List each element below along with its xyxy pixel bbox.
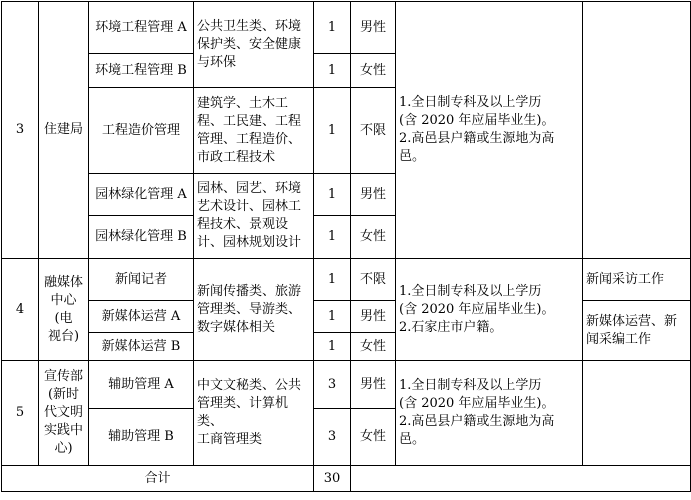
position-count: 1 <box>314 259 351 301</box>
gender-requirement: 男性 <box>351 2 396 54</box>
position-count: 1 <box>314 54 351 88</box>
gender-requirement: 不限 <box>351 88 396 174</box>
gender-requirement: 女性 <box>351 54 396 88</box>
table-row <box>2 361 691 409</box>
recruitment-table <box>1 1 691 492</box>
major-requirement: 新闻传播类、旅游 管理类、导游类、 数字媒体相关 <box>194 259 314 361</box>
position-count: 1 <box>314 174 351 216</box>
gender-requirement: 男性 <box>351 174 396 216</box>
unit-name: 住建局 <box>39 2 89 259</box>
position-name: 辅助管理 B <box>89 409 194 466</box>
gender-requirement: 女性 <box>351 216 396 259</box>
position-name: 新媒体运营 A <box>89 301 194 333</box>
major-requirement: 公共卫生类、环境 保护类、安全健康 与环保 <box>194 2 314 88</box>
position-name: 环境工程管理 B <box>89 54 194 88</box>
duty-description: 新媒体运营、新 闻采编工作 <box>583 301 691 361</box>
gender-requirement: 不限 <box>351 259 396 301</box>
other-requirements: 1.全日制专科及以上学历 (含 2020 年应届毕业生)。 2.高邑县户籍或生源地为高邑。 <box>396 2 583 259</box>
major-requirement: 中文文秘类、公共 管理类、计算机类、 工商管理类 <box>194 361 314 466</box>
duty-cell <box>583 2 691 259</box>
serial-number: 5 <box>2 361 39 466</box>
position-count: 1 <box>314 216 351 259</box>
duty-cell <box>583 361 691 466</box>
position-count: 1 <box>314 88 351 174</box>
serial-number: 4 <box>2 259 39 361</box>
position-count: 3 <box>314 409 351 466</box>
total-count: 30 <box>314 466 351 492</box>
table-row <box>2 259 691 301</box>
position-name: 园林绿化管理 B <box>89 216 194 259</box>
serial-number: 3 <box>2 2 39 259</box>
unit-name: 宣传部 (新时 代文明 实践中 心) <box>39 361 89 466</box>
position-name: 辅助管理 A <box>89 361 194 409</box>
position-count: 1 <box>314 301 351 333</box>
other-requirements: 1.全日制专科及以上学历 (含 2020 年应届毕业生)。 2.石家庄市户籍。 <box>396 259 583 361</box>
duty-description: 新闻采访工作 <box>583 259 691 301</box>
total-row <box>2 466 691 492</box>
position-count: 1 <box>314 2 351 54</box>
total-label: 合计 <box>2 466 314 492</box>
table-row <box>2 301 691 333</box>
major-requirement: 建筑学、土木工 程、工民建、工程 管理、工程造价、 市政工程技术 <box>194 88 314 174</box>
gender-requirement: 男性 <box>351 361 396 409</box>
position-name: 工程造价管理 <box>89 88 194 174</box>
position-count: 1 <box>314 333 351 361</box>
total-blank <box>351 466 691 492</box>
gender-requirement: 女性 <box>351 409 396 466</box>
position-name: 环境工程管理 A <box>89 2 194 54</box>
position-count: 3 <box>314 361 351 409</box>
unit-name: 融媒体 中心(电 视台) <box>39 259 89 361</box>
position-name: 新闻记者 <box>89 259 194 301</box>
position-name: 园林绿化管理 A <box>89 174 194 216</box>
position-name: 新媒体运营 B <box>89 333 194 361</box>
table-row <box>2 2 691 54</box>
other-requirements: 1.全日制专科及以上学历 (含 2020 年应届毕业生)。 2.高邑县户籍或生源地为高邑。 <box>396 361 583 466</box>
gender-requirement: 男性 <box>351 301 396 333</box>
gender-requirement: 女性 <box>351 333 396 361</box>
major-requirement: 园林、园艺、环境 艺术设计、园林工 程技术、景观设 计、园林规划设计 <box>194 174 314 259</box>
